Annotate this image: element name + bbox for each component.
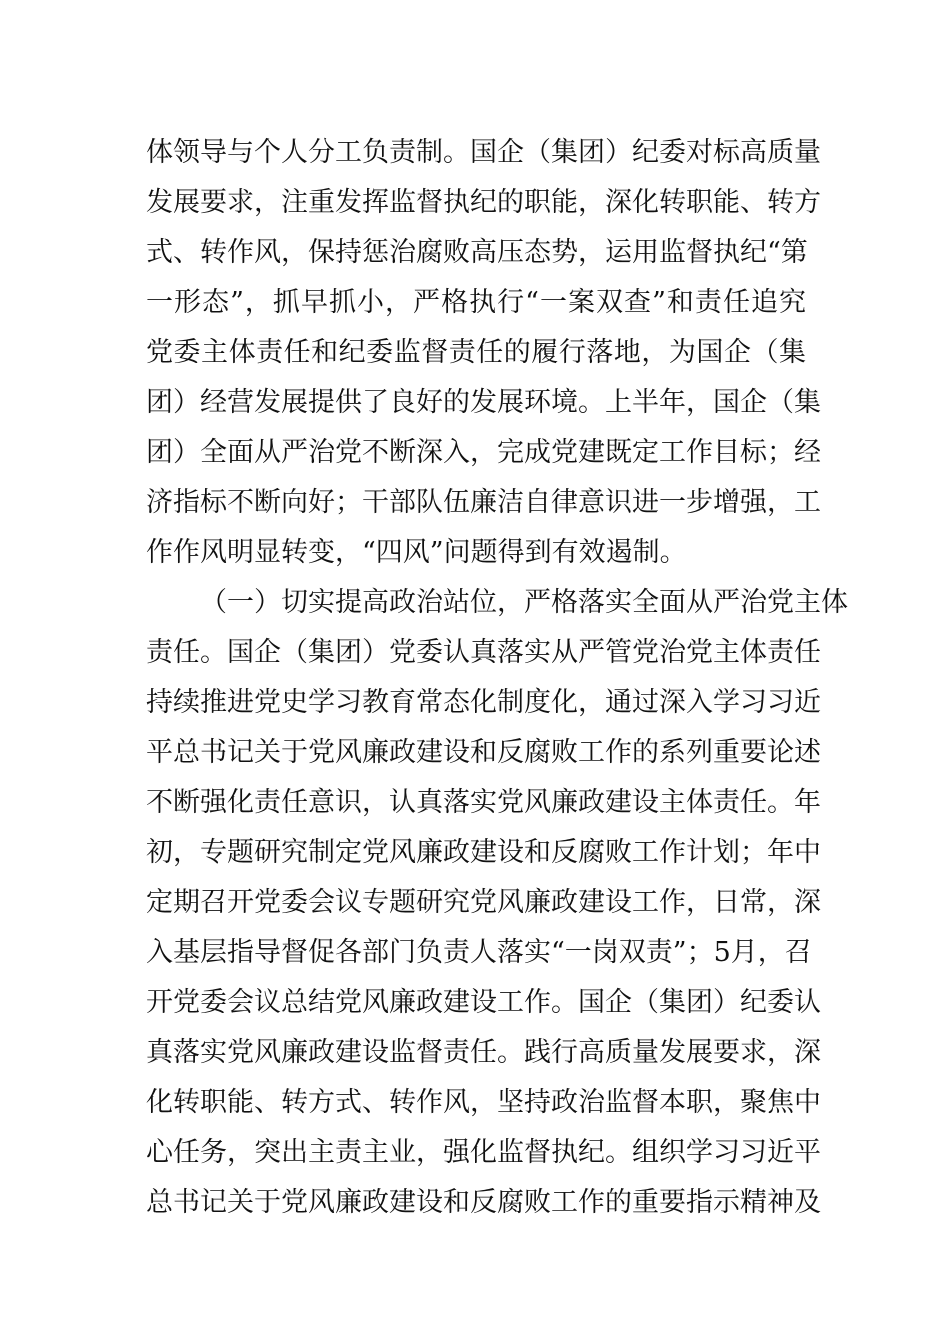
text-line: 开党委会议总结党风廉政建设工作。国企（集团）纪委认: [146, 987, 821, 1018]
text-line: 化转职能、转方式、转作风，坚持政治监督本职，聚焦中: [146, 1087, 821, 1118]
text-line: 团）全面从严治党不断深入，完成党建既定工作目标；经: [146, 437, 821, 468]
text-line: 真落实党风廉政建设监督责任。践行高质量发展要求，深: [146, 1037, 821, 1068]
text-line: 责任。国企（集团）党委认真落实从严管党治党主体责任: [146, 637, 821, 668]
text-line: 入基层指导督促各部门负责人落实“一岗双责”；5月，召: [146, 937, 812, 968]
text-line: 定期召开党委会议专题研究党风廉政建设工作，日常，深: [146, 887, 821, 918]
text-line: 发展要求，注重发挥监督执纪的职能，深化转职能、转方: [146, 187, 821, 218]
text-line: 平总书记关于党风廉政建设和反腐败工作的系列重要论述: [146, 737, 821, 768]
section-heading-line: （一）切实提高政治站位，严格落实全面从严治党主体: [200, 587, 848, 618]
text-line: 总书记关于党风廉政建设和反腐败工作的重要指示精神及: [146, 1187, 821, 1218]
text-line: 作作风明显转变，“四风”问题得到有效遏制。: [146, 537, 687, 568]
text-line: 体领导与个人分工负责制。国企（集团）纪委对标高质量: [146, 137, 821, 168]
text-line: 党委主体责任和纪委监督责任的履行落地，为国企（集: [146, 337, 806, 368]
text-line: 初，专题研究制定党风廉政建设和反腐败工作计划；年中: [146, 837, 821, 868]
text-line: 持续推进党史学习教育常态化制度化，通过深入学习习近: [146, 687, 821, 718]
text-line: 团）经营发展提供了良好的发展环境。上半年，国企（集: [146, 387, 821, 418]
text-line: 式、转作风，保持惩治腐败高压态势，运用监督执纪“第: [146, 237, 808, 268]
text-line: 心任务，突出主责主业，强化监督执纪。组织学习习近平: [146, 1137, 821, 1168]
text-line: 一形态”，抓早抓小，严格执行“一案双查”和责任追究: [146, 287, 806, 318]
text-line: 济指标不断向好；干部队伍廉洁自律意识进一步增强，工: [146, 487, 821, 518]
text-line: 不断强化责任意识，认真落实党风廉政建设主体责任。年: [146, 787, 821, 818]
